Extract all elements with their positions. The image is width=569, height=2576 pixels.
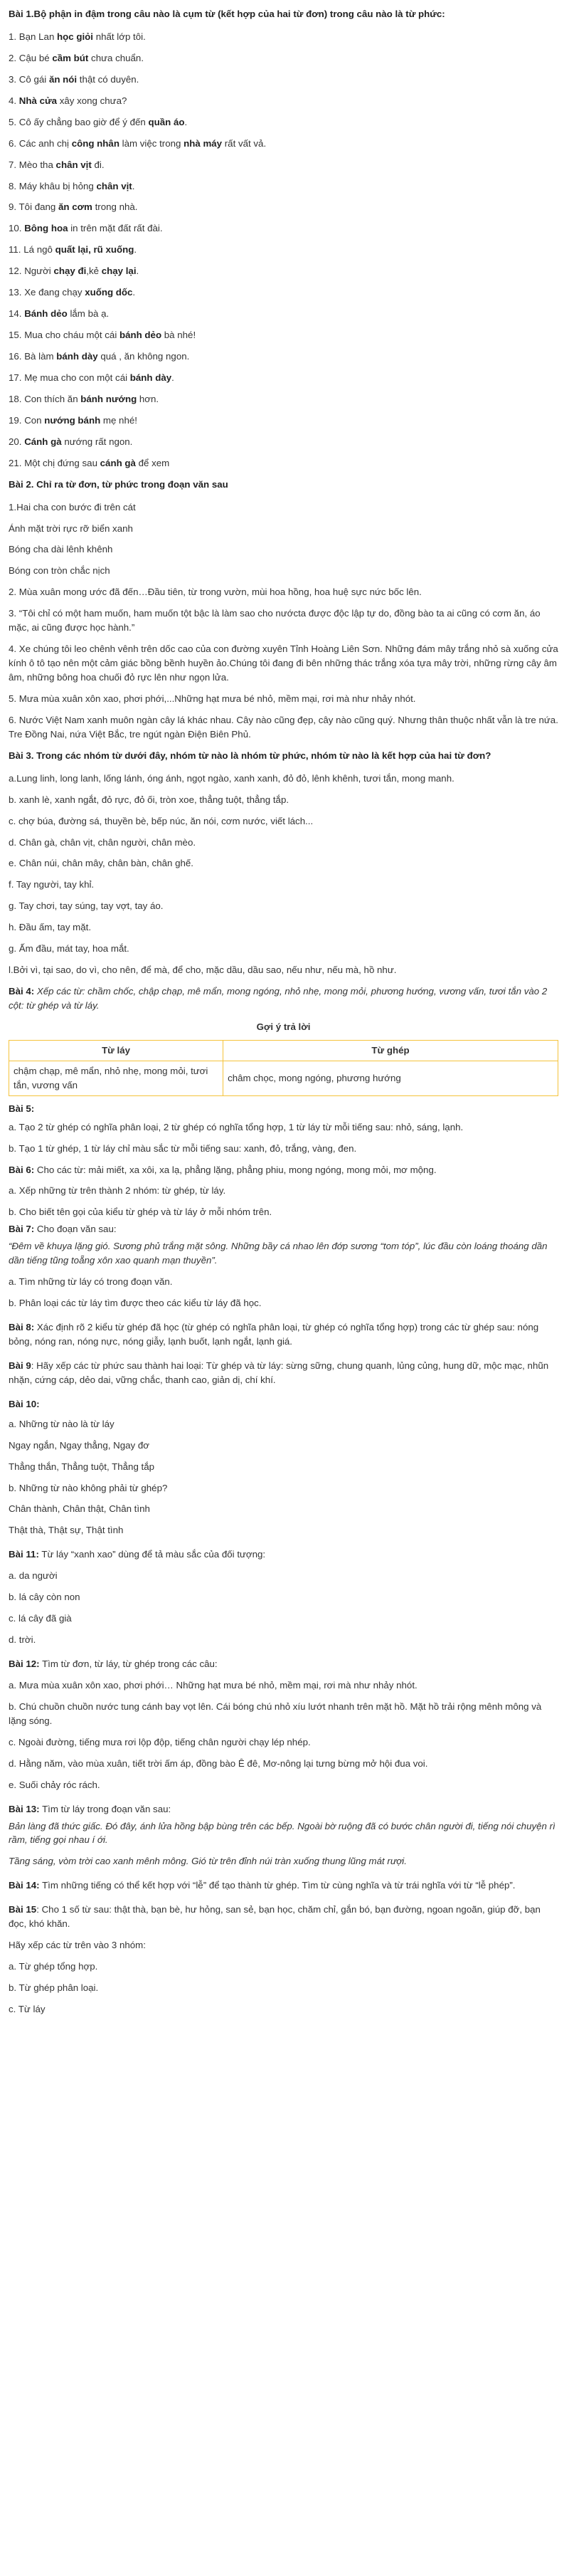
table-header-tu-lay: Từ láy: [9, 1040, 223, 1061]
exercise-11-option: a. da người: [9, 1570, 58, 1582]
item-text: 12.: [9, 266, 25, 277]
exercise-1-item: [9, 158, 558, 172]
exercise-12-text: Tìm từ đơn, từ láy, từ ghép trong các câu:: [39, 1658, 218, 1669]
highlighted-phrase: bánh dẻo: [119, 330, 162, 341]
exercise-15-label: Bài 15: [9, 1904, 37, 1915]
exercise-6-b: b. Cho biết tên gọi của kiểu từ ghép và từ láy ở mỗi nhóm trên.: [9, 1206, 272, 1218]
highlighted-phrase: xuống dốc: [85, 287, 133, 298]
item-text: 11.: [9, 244, 24, 256]
exercise-1-item: [9, 435, 558, 449]
exercise-1-item: [9, 137, 558, 151]
exercise-7-b: b. Phân loại các từ láy tìm được theo các kiểu từ láy đã học.: [9, 1298, 262, 1309]
exercise-1-item: [9, 73, 558, 87]
exercise-3-item: c. chợ búa, đường sá, thuyền bè, bếp núc, ăn nói, cơm nước, viết lách...: [9, 815, 314, 826]
item-text: Một chị đứng sau: [24, 457, 100, 468]
exercise-3-item: a.Lung linh, long lanh, lống lánh, óng ánh, ngọt ngào, xanh xanh, đỏ đỏ, lênh khênh, tươi tắn, mong manh.: [9, 772, 454, 784]
exercise-11-option: b. lá cây còn non: [9, 1592, 80, 1603]
item-text: .: [171, 372, 174, 383]
item-text: .: [134, 244, 137, 256]
exercise-9-label: Bài 9: [9, 1360, 31, 1371]
exercise-7: [9, 1222, 558, 1236]
exercise-10-line: Thẳng thắn, Thẳng tuột, Thẳng tắp: [9, 1461, 155, 1472]
exercise-9: [9, 1359, 558, 1387]
exercise-12-item: c. Ngoài đường, tiếng mưa rơi lộp độp, tiếng chân người chạy lép nhép.: [9, 1736, 311, 1747]
exercise-6-a: a. Xếp những từ trên thành 2 nhóm: từ ghép, từ láy.: [9, 1185, 226, 1197]
exercise-8: [9, 1320, 558, 1349]
item-text: 13.: [9, 287, 25, 298]
item-text: chưa chuẩn.: [88, 52, 144, 63]
exercise-10-line: Ngay ngắn, Ngay thẳng, Ngay đơ: [9, 1439, 149, 1451]
exercise-3-item: d. Chân gà, chân vịt, chân người, chân mèo.: [9, 836, 196, 848]
exercise-13: [9, 1802, 558, 1817]
exercise-7-label: Bài 7:: [9, 1224, 35, 1235]
exercise-1-item: [9, 221, 558, 236]
exercise-8-text: Xác định rõ 2 kiểu từ ghép đã học (từ ghép có nghĩa phân loại, từ ghép có nghĩa tổng hợp) trong các từ ghép sau: nóng bỏng, nóng ran, nóng nực, nóng giẫy, lạnh buốt, lạnh ngắt, lạnh giá.: [9, 1322, 539, 1347]
item-text: Người: [24, 266, 54, 277]
exercise-1-item: [9, 200, 558, 214]
item-text: Mẹ mua cho con một cái: [24, 372, 130, 383]
item-text: Con thích ăn: [24, 393, 81, 404]
highlighted-phrase: cánh gà: [100, 457, 136, 468]
item-text: 7.: [9, 159, 19, 170]
highlighted-phrase: bánh dày: [56, 351, 98, 362]
item-text: 9.: [9, 201, 19, 213]
exercise-3-item: h. Đầu ấm, tay mặt.: [9, 922, 92, 933]
item-text: đi.: [91, 159, 105, 170]
item-text: quá , ăn không ngon.: [97, 351, 190, 362]
highlighted-phrase: chạy đi: [53, 266, 87, 277]
item-text: 16.: [9, 351, 25, 362]
exercise-2-paragraph: 2. Mùa xuân mong ước đã đến…Đầu tiên, từ trong vườn, mùi hoa hồng, hoa huệ sực nức bốc lên.: [9, 587, 422, 598]
exercise-13-quote-1: Bản làng đã thức giấc. Đó đây, ánh lửa hồng bập bùng trên các bếp. Ngoài bờ ruộng đã có bước chân người đi, tiếng nói chuyện rì rầm, tiếng gọi nhau í ới.: [9, 1820, 555, 1846]
item-text: .: [184, 116, 188, 127]
exercise-4: [9, 984, 558, 1013]
highlighted-phrase: ăn nói: [48, 73, 78, 85]
item-text: thật có duyên.: [77, 73, 139, 85]
highlighted-phrase: bánh nướng: [80, 393, 137, 404]
item-text: 5.: [9, 116, 19, 127]
exercise-15-option: b. Từ ghép phân loại.: [9, 1982, 99, 1993]
item-text: in trên mặt đất rất đài.: [68, 223, 163, 234]
exercise-2-paragraph: 3. “Tôi chỉ có một ham muốn, ham muốn tột bậc là làm sao cho nướcta được độc lập tự do, đồng bào ta ai cũng có cơm ăn, áo mặc, ai cũng được học hành.”: [9, 608, 541, 634]
item-text: 21.: [9, 457, 25, 468]
item-text: 15.: [9, 330, 25, 341]
item-text: để xem: [135, 457, 170, 468]
item-text: Cô ấy chẳng bao giờ để ý đến: [18, 116, 149, 127]
exercise-11-option: c. lá cây đã già: [9, 1613, 72, 1624]
exercise-1-item: [9, 243, 558, 257]
item-text: 18.: [9, 393, 25, 404]
exercise-3-item: g. Ấm đầu, mát tay, hoa mắt.: [9, 943, 129, 955]
item-text: 1.: [9, 31, 19, 42]
exercise-7-quote: “Đêm về khuya lặng gió. Sương phủ trắng mặt sông. Những bầy cá nhao lên đớp sương “tom tóp”, lúc đầu còn loáng thoáng dần dần tiếng tũng toẵng xôn xao quanh mạn thuyền”.: [9, 1241, 548, 1266]
highlighted-phrase: Bánh dẻo: [24, 308, 68, 320]
exercise-5-label: Bài 5:: [9, 1103, 35, 1114]
exercise-6-text: Cho các từ: mải miết, xa xôi, xa lạ, phẳng lặng, phẳng phiu, mong ngóng, mong mỏi, mơ mộng.: [34, 1164, 437, 1175]
exercise-1-item: [9, 51, 558, 65]
answer-hint-title: Gợi ý trả lời: [256, 1021, 311, 1032]
exercise-14-label: Bài 14:: [9, 1880, 40, 1891]
highlighted-phrase: Nhà cửa: [18, 95, 58, 106]
exercise-2-title: Bài 2. Chỉ ra từ đơn, từ phức trong đoạn văn sau: [9, 478, 228, 490]
exercise-1-item: [9, 94, 558, 108]
exercise-11-option: d. trời.: [9, 1634, 36, 1646]
exercise-11-label: Bài 11:: [9, 1549, 39, 1560]
exercise-15-option: a. Từ ghép tổng hợp.: [9, 1961, 98, 1972]
item-text: Cậu bé: [18, 52, 53, 63]
item-text: Các anh chị: [18, 137, 72, 149]
exercise-9-text: : Hãy xếp các từ phức sau thành hai loại: Từ ghép và từ láy: sừng sững, chung quanh, lủng củng, hung dữ, mộc mạc, nhũn nhặn, cứng cáp, dẻo dai, vững chắc, thanh cao, giản dị, chí khí.: [9, 1360, 549, 1385]
highlighted-phrase: Cánh gà: [24, 436, 62, 447]
exercise-13-label: Bài 13:: [9, 1803, 40, 1814]
item-text: làm việc trong: [119, 137, 184, 149]
exercise-2-line: 1.Hai cha con bước đi trên cát: [9, 501, 136, 512]
item-text: 6.: [9, 137, 19, 149]
exercise-1-list: [9, 30, 558, 470]
item-text: Máy khâu bị hỏng: [18, 180, 97, 191]
exercise-1-item: [9, 414, 558, 428]
item-text: 17.: [9, 372, 25, 383]
exercise-10-line: Thật thà, Thật sự, Thật tình: [9, 1525, 124, 1536]
item-text: Tôi đang: [18, 201, 58, 213]
item-text: xây xong chưa?: [57, 95, 127, 106]
exercise-15-text: : Cho 1 số từ sau: thật thà, bạn bè, hư hỏng, san sẻ, bạn học, chăm chỉ, gắn bó, bạn đường, ngoan ngoãn, giúp đỡ, bạn đọc, khó khăn.: [9, 1904, 541, 1930]
highlighted-phrase: quất lại, rũ xuống: [55, 244, 134, 256]
exercise-1-item: [9, 392, 558, 406]
item-text: 20.: [9, 436, 25, 447]
highlighted-phrase: nướng bánh: [44, 414, 101, 426]
exercise-11: [9, 1547, 558, 1562]
exercise-14: [9, 1878, 558, 1893]
exercise-10-label: Bài 10:: [9, 1398, 40, 1409]
exercise-10-line: a. Những từ nào là từ láy: [9, 1418, 115, 1429]
item-text: Bạn Lan: [18, 31, 58, 42]
item-text: 4.: [9, 95, 19, 106]
exercise-2-paragraph: 4. Xe chúng tôi leo chênh vênh trên dốc cao của con đường xuyên Tỉnh Hoàng Liên Sơn. Những đám mây trắng nhỏ sà xuống cửa kính ô tô tạo nên một cảm giác bồng bềnh huyền ảo.Chúng tôi đang đi bên những thác trắng xóa tựa mây trời, những rừng cây âm âm, những bông hoa chuối đỏ rực lên như ngọn lửa.: [9, 643, 558, 683]
exercise-3-item: b. xanh lè, xanh ngắt, đỏ rực, đỏ ối, tròn xoe, thẳng tuột, thẳng tắp.: [9, 794, 289, 805]
item-text: Con: [24, 414, 45, 426]
exercise-1-item: [9, 179, 558, 194]
exercise-3-item: g. Tay chơi, tay súng, tay vợt, tay áo.: [9, 900, 164, 912]
item-text: trong nhà.: [92, 201, 138, 213]
item-text: nhất lớp tôi.: [93, 31, 146, 42]
exercise-2-paragraph: 5. Mưa mùa xuân xôn xao, phơi phới,...Những hạt mưa bé nhỏ, mềm mại, rơi mà như nhảy nhót.: [9, 693, 416, 704]
item-text: Bà làm: [24, 351, 57, 362]
item-text: .: [136, 266, 139, 277]
highlighted-phrase: quần áo: [148, 116, 185, 127]
item-text: nướng rất ngon.: [61, 436, 133, 447]
exercise-15-option: c. Từ láy: [9, 2003, 46, 2014]
exercise-7-a: a. Tìm những từ láy có trong đoạn văn.: [9, 1276, 173, 1288]
item-text: 19.: [9, 414, 25, 426]
exercise-13-text: Tìm từ láy trong đoạn văn sau:: [39, 1803, 171, 1814]
exercise-1-item: [9, 285, 558, 300]
exercise-2-line: Bóng con tròn chắc nịch: [9, 565, 110, 577]
item-text: ,kẻ: [86, 266, 102, 277]
exercise-11-text: Từ láy “xanh xao” dùng để tả màu sắc của đối tượng:: [38, 1549, 266, 1560]
exercise-15-prompt: Hãy xếp các từ trên vào 3 nhóm:: [9, 1940, 146, 1951]
exercise-6: [9, 1163, 558, 1177]
item-text: mẹ nhé!: [100, 414, 137, 426]
item-text: Lá ngô: [23, 244, 55, 256]
item-text: 10.: [9, 223, 25, 234]
exercise-12-item: a. Mưa mùa xuân xôn xao, phơi phới… Những hạt mưa bé nhỏ, mềm mại, rơi mà như nhảy nhót.: [9, 1679, 418, 1691]
answer-table: [9, 1040, 558, 1096]
exercise-12-item: d. Hằng năm, vào mùa xuân, tiết trời ấm áp, đồng bào Ê đê, Mơ-nông lại tưng bừng mở hội đua voi.: [9, 1757, 428, 1769]
exercise-1-item: [9, 456, 558, 470]
exercise-2-line: Ánh mặt trời rực rỡ biển xanh: [9, 522, 133, 534]
highlighted-phrase: chân vịt: [55, 159, 92, 170]
exercise-1-item: [9, 328, 558, 342]
exercise-4-text: Xếp các từ: chầm chốc, chập chạp, mê mẩn, mong ngóng, nhỏ nhẹ, mong mỏi, phương hướng, vương vấn, tươi tắn vào 2 cột: từ ghép và từ láy.: [9, 986, 548, 1011]
item-text: .: [132, 180, 135, 191]
highlighted-phrase: ăn cơm: [58, 201, 92, 213]
item-text: .: [132, 287, 136, 298]
table-header-tu-ghep: Từ ghép: [223, 1040, 558, 1061]
item-text: Mua cho cháu một cái: [24, 330, 119, 341]
highlighted-phrase: cầm bút: [52, 52, 89, 63]
exercise-1-title: Bài 1.Bộ phận in đậm trong câu nào là cụm từ (kết hợp của hai từ đơn) trong câu nào là từ phức:: [9, 9, 445, 19]
exercise-2-line: Bóng cha dài lênh khênh: [9, 544, 113, 555]
exercise-1-item: [9, 30, 558, 44]
item-text: Mèo tha: [18, 159, 56, 170]
item-text: hơn.: [137, 393, 159, 404]
exercise-2-paragraph: 6. Nước Việt Nam xanh muôn ngàn cây lá khác nhau. Cây nào cũng đẹp, cây nào cũng quý. Nhưng thân thuộc nhất vẫn là tre nứa. Tre Đồng Nai, nứa Việt Bắc, tre ngút ngàn Điện Biên Phủ.: [9, 714, 558, 740]
highlighted-phrase: chân vịt: [96, 180, 132, 191]
table-cell-tu-lay: chậm chạp, mê mẩn, nhỏ nhẹ, mong mỏi, tươi tắn, vương vấn: [9, 1061, 223, 1095]
item-text: Cô gái: [18, 73, 49, 85]
exercise-1-item: [9, 349, 558, 364]
exercise-1-item: [9, 371, 558, 385]
highlighted-phrase: công nhân: [71, 137, 119, 149]
item-text: 2.: [9, 52, 19, 63]
item-text: Xe đang chạy: [24, 287, 85, 298]
item-text: 8.: [9, 180, 19, 191]
exercise-4-label: Bài 4:: [9, 986, 35, 997]
item-text: bà nhé!: [161, 330, 196, 341]
exercise-5-b: b. Tạo 1 từ ghép, 1 từ láy chỉ màu sắc từ mỗi tiếng sau: xanh, đỏ, trắng, vàng, đen.: [9, 1142, 357, 1154]
item-text: rất vất vả.: [222, 137, 267, 149]
exercise-10-line: Chân thành, Chân thật, Chân tình: [9, 1503, 150, 1515]
highlighted-phrase: nhà máy: [184, 137, 223, 149]
exercise-8-label: Bài 8:: [9, 1322, 35, 1332]
exercise-12-item: e. Suối chảy róc rách.: [9, 1779, 100, 1790]
exercise-3-title: Bài 3. Trong các nhóm từ dưới đây, nhóm từ nào là nhóm từ phức, nhóm từ nào là kết hợp của hai từ đơn?: [9, 750, 491, 761]
exercise-15: [9, 1903, 558, 1931]
exercise-14-text: Tìm những tiếng có thể kết hợp với “lễ” để tạo thành từ ghép. Tìm từ cùng nghĩa và từ trái nghĩa với từ “lễ phép”.: [39, 1880, 516, 1891]
exercise-7-text: Cho đoạn văn sau:: [34, 1224, 117, 1235]
highlighted-phrase: Bông hoa: [24, 223, 68, 234]
exercise-3-item: f. Tay người, tay khỉ.: [9, 879, 95, 890]
highlighted-phrase: bánh dày: [129, 372, 172, 383]
exercise-6-label: Bài 6:: [9, 1164, 35, 1175]
exercise-10-line: b. Những từ nào không phải từ ghép?: [9, 1482, 168, 1493]
exercise-1-item: [9, 307, 558, 321]
table-cell-tu-ghep: châm chọc, mong ngóng, phương hướng: [223, 1061, 558, 1095]
item-text: 3.: [9, 73, 19, 85]
item-text: lắm bà ạ.: [67, 308, 110, 320]
exercise-13-quote-2: Tầng sáng, vòm trời cao xanh mênh mông. Gió từ trên đỉnh núi tràn xuống thung lũng mát rượi.: [9, 1856, 407, 1867]
highlighted-phrase: chạy lại: [101, 266, 137, 277]
exercise-12-label: Bài 12:: [9, 1658, 40, 1669]
exercise-12-item: b. Chú chuồn chuồn nước tung cánh bay vọt lên. Cái bóng chú nhỏ xíu lướt nhanh trên mặt hồ. Mặt hồ trải rộng mênh mông và lặng sóng.: [9, 1700, 542, 1726]
exercise-1-item: [9, 115, 558, 130]
exercise-3-item: e. Chân núi, chân mây, chân bàn, chân ghế.: [9, 858, 193, 869]
exercise-3-item: l.Bởi vì, tại sao, do vì, cho nên, để mà, để cho, mặc dầu, dầu sao, nếu như, nếu mà, hồ như.: [9, 964, 397, 976]
item-text: 14.: [9, 308, 25, 320]
exercise-12: [9, 1657, 558, 1671]
exercise-5-a: a. Tạo 2 từ ghép có nghĩa phân loại, 2 từ ghép có nghĩa tổng hợp, 1 từ láy từ mỗi tiếng sau: nhỏ, sáng, lạnh.: [9, 1121, 464, 1132]
exercise-1-item: [9, 264, 558, 278]
highlighted-phrase: học giỏi: [57, 31, 93, 42]
